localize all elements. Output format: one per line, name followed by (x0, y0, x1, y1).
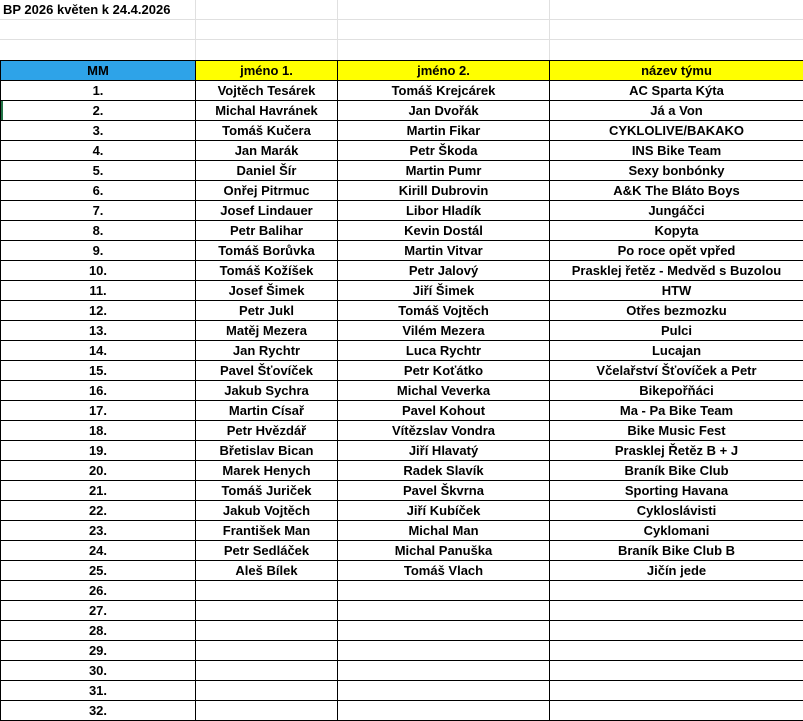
cell-mm[interactable]: 4. (1, 141, 196, 161)
cell-team[interactable]: INS Bike Team (550, 141, 803, 161)
table-row (1, 561, 803, 581)
cell-name1[interactable]: Petr Hvězdář (196, 421, 338, 441)
cell-team[interactable] (550, 681, 803, 701)
cell-name1[interactable] (196, 681, 338, 701)
cell-team[interactable]: Po roce opět vpřed (550, 241, 803, 261)
cell-mm[interactable]: 27. (1, 601, 196, 621)
cell-name2[interactable]: Pavel Škvrna (338, 481, 550, 501)
cell-mm[interactable]: 6. (1, 181, 196, 201)
cell-mm[interactable]: 22. (1, 501, 196, 521)
cell-name2[interactable]: Martin Pumr (338, 161, 550, 181)
cell-name1[interactable]: Josef Šimek (196, 281, 338, 301)
cell-name2[interactable] (338, 661, 550, 681)
cell-name2[interactable]: Jiří Hlavatý (338, 441, 550, 461)
cell-team[interactable]: Otřes bezmozku (550, 301, 803, 321)
sheet-title[interactable]: BP 2026 květen k 24.4.2026 (3, 0, 170, 19)
cell-name1[interactable]: František Man (196, 521, 338, 541)
cell-team[interactable]: Jungáčci (550, 201, 803, 221)
cell-name1[interactable] (196, 581, 338, 601)
table-row (1, 701, 803, 721)
gridline (0, 19, 803, 20)
cell-mm[interactable]: 25. (1, 561, 196, 581)
cell-team[interactable]: Bikepořňáci (550, 381, 803, 401)
cell-name2[interactable]: Tomáš Vlach (338, 561, 550, 581)
cell-mm[interactable]: 10. (1, 261, 196, 281)
cell-team[interactable]: Sporting Havana (550, 481, 803, 501)
cell-team[interactable]: Lucajan (550, 341, 803, 361)
cell-team[interactable]: Cyklomani (550, 521, 803, 541)
table-row (1, 261, 803, 281)
table-row (1, 201, 803, 221)
table-row (1, 161, 803, 181)
cell-name1[interactable]: Tomáš Juriček (196, 481, 338, 501)
cell-team[interactable]: A&K The Bláto Boys (550, 181, 803, 201)
cell-name2[interactable]: Martin Vitvar (338, 241, 550, 261)
table-row (1, 601, 803, 621)
cell-name2[interactable] (338, 621, 550, 641)
table-row (1, 381, 803, 401)
cell-team[interactable]: AC Sparta Kýta (550, 81, 803, 101)
cell-name2[interactable]: Petr Jalový (338, 261, 550, 281)
cell-name2[interactable]: Tomáš Vojtěch (338, 301, 550, 321)
cell-mm[interactable]: 15. (1, 361, 196, 381)
cell-name2[interactable]: Jiří Kubíček (338, 501, 550, 521)
cell-mm[interactable]: 11. (1, 281, 196, 301)
cell-name1[interactable]: Tomáš Kožíšek (196, 261, 338, 281)
cell-name1[interactable]: Marek Henych (196, 461, 338, 481)
cell-team[interactable]: Kopyta (550, 221, 803, 241)
table-row (1, 401, 803, 421)
cell-team[interactable] (550, 581, 803, 601)
cell-name1[interactable]: Petr Balihar (196, 221, 338, 241)
cell-name1[interactable]: Petr Jukl (196, 301, 338, 321)
cell-mm[interactable]: 18. (1, 421, 196, 441)
cell-mm[interactable]: 1. (1, 81, 196, 101)
cell-team[interactable]: Včelařství Šťovíček a Petr (550, 361, 803, 381)
table-row (1, 441, 803, 461)
table-row (1, 361, 803, 381)
table-row (1, 661, 803, 681)
table-row (1, 621, 803, 641)
table-row (1, 521, 803, 541)
cell-team[interactable] (550, 641, 803, 661)
gridline (0, 39, 803, 40)
table-row (1, 101, 803, 121)
cell-name2[interactable]: Michal Veverka (338, 381, 550, 401)
cell-name1[interactable]: Martin Císař (196, 401, 338, 421)
cell-mm[interactable]: 23. (1, 521, 196, 541)
header-team[interactable]: název týmu (550, 61, 803, 81)
cell-name1[interactable]: Petr Sedláček (196, 541, 338, 561)
cell-mm[interactable]: 17. (1, 401, 196, 421)
table-row (1, 501, 803, 521)
cell-mm[interactable]: 31. (1, 681, 196, 701)
table-row (1, 281, 803, 301)
cell-name1[interactable] (196, 701, 338, 721)
cell-name1[interactable] (196, 621, 338, 641)
cell-mm[interactable]: 21. (1, 481, 196, 501)
cell-name2[interactable] (338, 641, 550, 661)
cell-mm[interactable]: 29. (1, 641, 196, 661)
cell-team[interactable]: Ma - Pa Bike Team (550, 401, 803, 421)
table-row (1, 81, 803, 101)
cell-name1[interactable]: Jan Marák (196, 141, 338, 161)
cell-mm[interactable]: 3. (1, 121, 196, 141)
cell-name1[interactable]: Josef Lindauer (196, 201, 338, 221)
table-row (1, 181, 803, 201)
cell-team[interactable] (550, 621, 803, 641)
cell-team[interactable] (550, 701, 803, 721)
cell-team[interactable]: Prasklej řetěz - Medvěd s Buzolou (550, 261, 803, 281)
table-row (1, 321, 803, 341)
cell-name2[interactable]: Jan Dvořák (338, 101, 550, 121)
cell-mm[interactable]: 26. (1, 581, 196, 601)
table-row (1, 301, 803, 321)
cell-name1[interactable] (196, 641, 338, 661)
table-row (1, 581, 803, 601)
cell-mm[interactable]: 19. (1, 441, 196, 461)
cell-name2[interactable]: Petr Škoda (338, 141, 550, 161)
cell-name2[interactable] (338, 681, 550, 701)
cell-mm[interactable]: 2. (1, 101, 196, 121)
cell-name1[interactable]: Vojtěch Tesárek (196, 81, 338, 101)
cell-team[interactable]: Jičín jede (550, 561, 803, 581)
table-row (1, 461, 803, 481)
cell-team[interactable]: Já a Von (550, 101, 803, 121)
cell-name2[interactable]: Jiří Šimek (338, 281, 550, 301)
cell-name1[interactable] (196, 661, 338, 681)
cell-name2[interactable]: Kevin Dostál (338, 221, 550, 241)
cell-mm[interactable]: 12. (1, 301, 196, 321)
cell-name2[interactable]: Radek Slavík (338, 461, 550, 481)
table-row (1, 121, 803, 141)
cell-mm[interactable]: 9. (1, 241, 196, 261)
gridline (549, 0, 550, 60)
cell-name2[interactable]: Michal Man (338, 521, 550, 541)
cell-mm[interactable]: 8. (1, 221, 196, 241)
cell-mm[interactable]: 7. (1, 201, 196, 221)
header-mm[interactable]: MM (1, 61, 196, 81)
cell-name2[interactable]: Luca Rychtr (338, 341, 550, 361)
header-row (1, 61, 803, 81)
table-row (1, 221, 803, 241)
cell-mm[interactable]: 28. (1, 621, 196, 641)
cell-name1[interactable]: Daniel Šír (196, 161, 338, 181)
cell-name1[interactable]: Tomáš Kučera (196, 121, 338, 141)
table-row (1, 241, 803, 261)
header-name1[interactable]: jméno 1. (196, 61, 338, 81)
cell-mm[interactable]: 24. (1, 541, 196, 561)
cell-name2[interactable] (338, 701, 550, 721)
cell-team[interactable]: Prasklej Řetěz B + J (550, 441, 803, 461)
gridline (337, 0, 338, 60)
cell-name1[interactable]: Jan Rychtr (196, 341, 338, 361)
table-row (1, 421, 803, 441)
cell-name1[interactable]: Matěj Mezera (196, 321, 338, 341)
cell-team[interactable]: Bike Music Fest (550, 421, 803, 441)
cell-name2[interactable]: Michal Panuška (338, 541, 550, 561)
table-row (1, 341, 803, 361)
cell-mm[interactable]: 16. (1, 381, 196, 401)
cell-name1[interactable]: Jakub Vojtěch (196, 501, 338, 521)
cell-name1[interactable]: Břetislav Bican (196, 441, 338, 461)
cell-team[interactable] (550, 601, 803, 621)
cell-mm[interactable]: 32. (1, 701, 196, 721)
cell-name2[interactable]: Vítězslav Vondra (338, 421, 550, 441)
cell-name1[interactable]: Jakub Sychra (196, 381, 338, 401)
cell-name1[interactable]: Aleš Bílek (196, 561, 338, 581)
cell-name2[interactable]: Kirill Dubrovin (338, 181, 550, 201)
cell-mm[interactable]: 30. (1, 661, 196, 681)
cell-team[interactable]: Cykloslávisti (550, 501, 803, 521)
table-row (1, 641, 803, 661)
header-name2[interactable]: jméno 2. (338, 61, 550, 81)
cell-team[interactable]: Braník Bike Club (550, 461, 803, 481)
cell-team[interactable]: Pulci (550, 321, 803, 341)
cell-team[interactable]: Sexy bonbónky (550, 161, 803, 181)
cell-team[interactable]: Braník Bike Club B (550, 541, 803, 561)
cell-mm[interactable]: 5. (1, 161, 196, 181)
table-row (1, 541, 803, 561)
table-row (1, 681, 803, 701)
cell-name1[interactable]: Pavel Šťovíček (196, 361, 338, 381)
cell-name2[interactable]: Martin Fikar (338, 121, 550, 141)
cell-name1[interactable] (196, 601, 338, 621)
table-row (1, 481, 803, 501)
cell-team[interactable]: CYKLOLIVE/BAKAKO (550, 121, 803, 141)
cell-name2[interactable]: Petr Koťátko (338, 361, 550, 381)
gridline (195, 0, 196, 60)
cell-mm[interactable]: 13. (1, 321, 196, 341)
cell-name2[interactable]: Tomáš Krejcárek (338, 81, 550, 101)
cell-mm[interactable]: 20. (1, 461, 196, 481)
cell-name2[interactable] (338, 601, 550, 621)
cell-team[interactable]: HTW (550, 281, 803, 301)
cell-name1[interactable]: Michal Havránek (196, 101, 338, 121)
table-row (1, 141, 803, 161)
cell-name2[interactable]: Libor Hladík (338, 201, 550, 221)
cell-mm[interactable]: 14. (1, 341, 196, 361)
registration-table (0, 60, 803, 721)
cell-name2[interactable]: Pavel Kohout (338, 401, 550, 421)
cell-name1[interactable]: Tomáš Borůvka (196, 241, 338, 261)
cell-team[interactable] (550, 661, 803, 681)
cell-name1[interactable]: Onřej Pitrmuc (196, 181, 338, 201)
cell-name2[interactable]: Vilém Mezera (338, 321, 550, 341)
cell-name2[interactable] (338, 581, 550, 601)
